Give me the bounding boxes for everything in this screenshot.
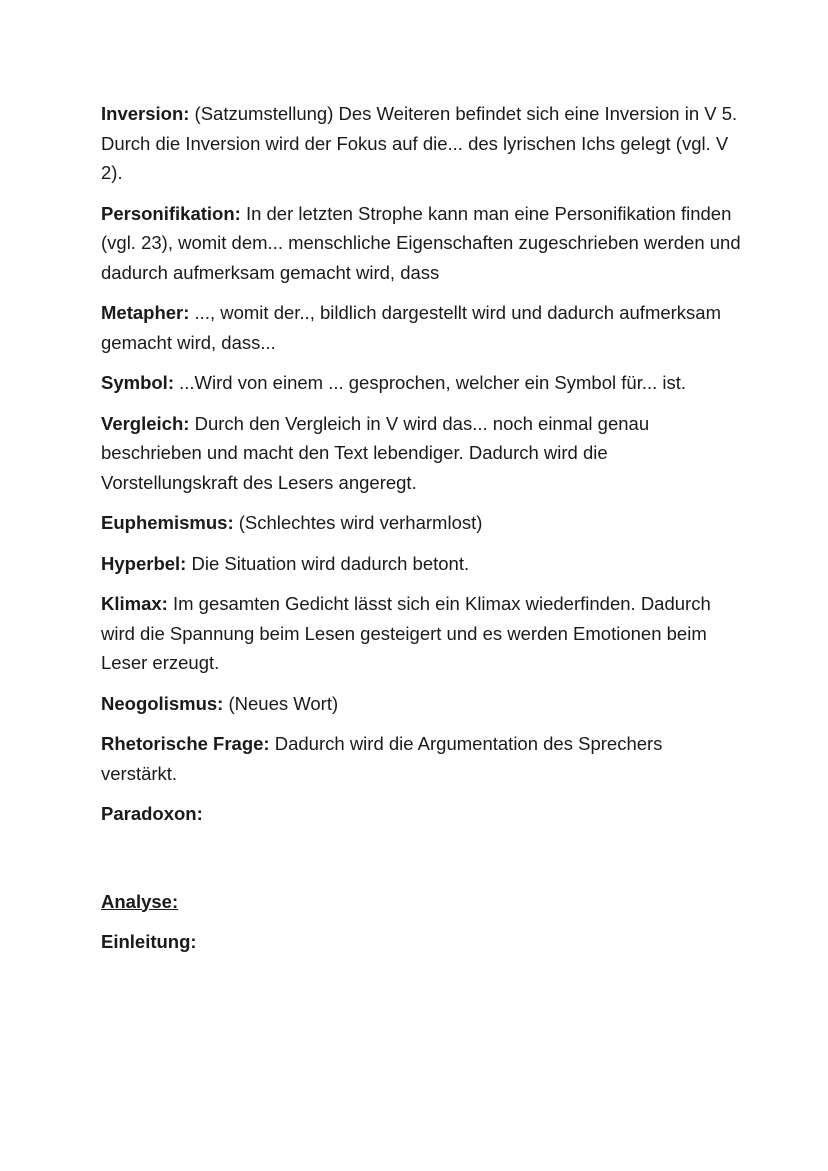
term-label: Euphemismus:: [101, 512, 234, 533]
entry-neogolismus: [101, 689, 741, 719]
entry-metapher: [101, 298, 741, 357]
section-spacer: [101, 840, 741, 887]
term-label: Neogolismus:: [101, 692, 224, 714]
term-label: Vergleich:: [101, 412, 190, 434]
document-content: [101, 99, 741, 968]
term-label: Rhetorische Frage:: [101, 733, 270, 754]
term-label: Metapher:: [101, 302, 190, 323]
term-label: Symbol:: [101, 372, 174, 393]
term-description: Dadurch wird die Argumentation des Sprechers verstärkt.: [101, 733, 663, 784]
entry-inversion: [101, 99, 741, 188]
entry-paradoxon: [101, 799, 741, 829]
term-description: ..., womit der.., bildlich dargestellt wird und dadurch aufmerksam gemacht wird, dass...: [101, 302, 722, 353]
term-description: Die Situation wird dadurch betont.: [186, 552, 470, 574]
term-description: (Neues Wort): [223, 692, 339, 714]
term-label: Hyperbel:: [101, 552, 187, 574]
entry-personifikation: [101, 199, 741, 288]
analyse-heading: Analyse:: [101, 890, 179, 912]
term-label: Personifikation:: [101, 202, 241, 224]
term-label: Klimax:: [101, 593, 168, 614]
entry-euphemismus: [101, 508, 741, 538]
term-label: Inversion:: [101, 103, 190, 124]
entry-rhetorische-frage: [101, 729, 741, 788]
entry-hyperbel: [101, 549, 741, 579]
term-description: ...Wird von einem ... gesprochen, welcher ein Symbol für... ist.: [173, 372, 687, 393]
term-description: Im gesamten Gedicht lässt sich ein Klimax wiederfinden. Dadurch wird die Spannung beim Lesen gesteigert und es werden Emotionen beim Leser erzeugt.: [101, 593, 711, 673]
einleitung-heading: Einleitung:: [101, 931, 197, 952]
entry-symbol: [101, 368, 741, 398]
entry-vergleich: [101, 409, 741, 498]
term-description: (Schlechtes wird verharmlost): [233, 512, 483, 533]
term-description: Durch den Vergleich in V wird das... noch einmal genau beschrieben und macht den Text lebendiger. Dadurch wird die Vorstellungskraft des Lesers angeregt.: [101, 412, 650, 493]
term-label: Paradoxon:: [101, 803, 203, 824]
term-description: (Satzumstellung) Des Weiteren befindet sich eine Inversion in V 5. Durch die Inversion wird der Fokus auf die... des lyrischen Ichs gelegt (vgl. V 2).: [101, 103, 738, 183]
term-description: In der letzten Strophe kann man eine Personifikation finden (vgl. 23), womit dem... menschliche Eigenschaften zugeschrieben werden und dadurch aufmerksam gemacht wird, dass: [101, 202, 741, 283]
entry-klimax: [101, 589, 741, 678]
